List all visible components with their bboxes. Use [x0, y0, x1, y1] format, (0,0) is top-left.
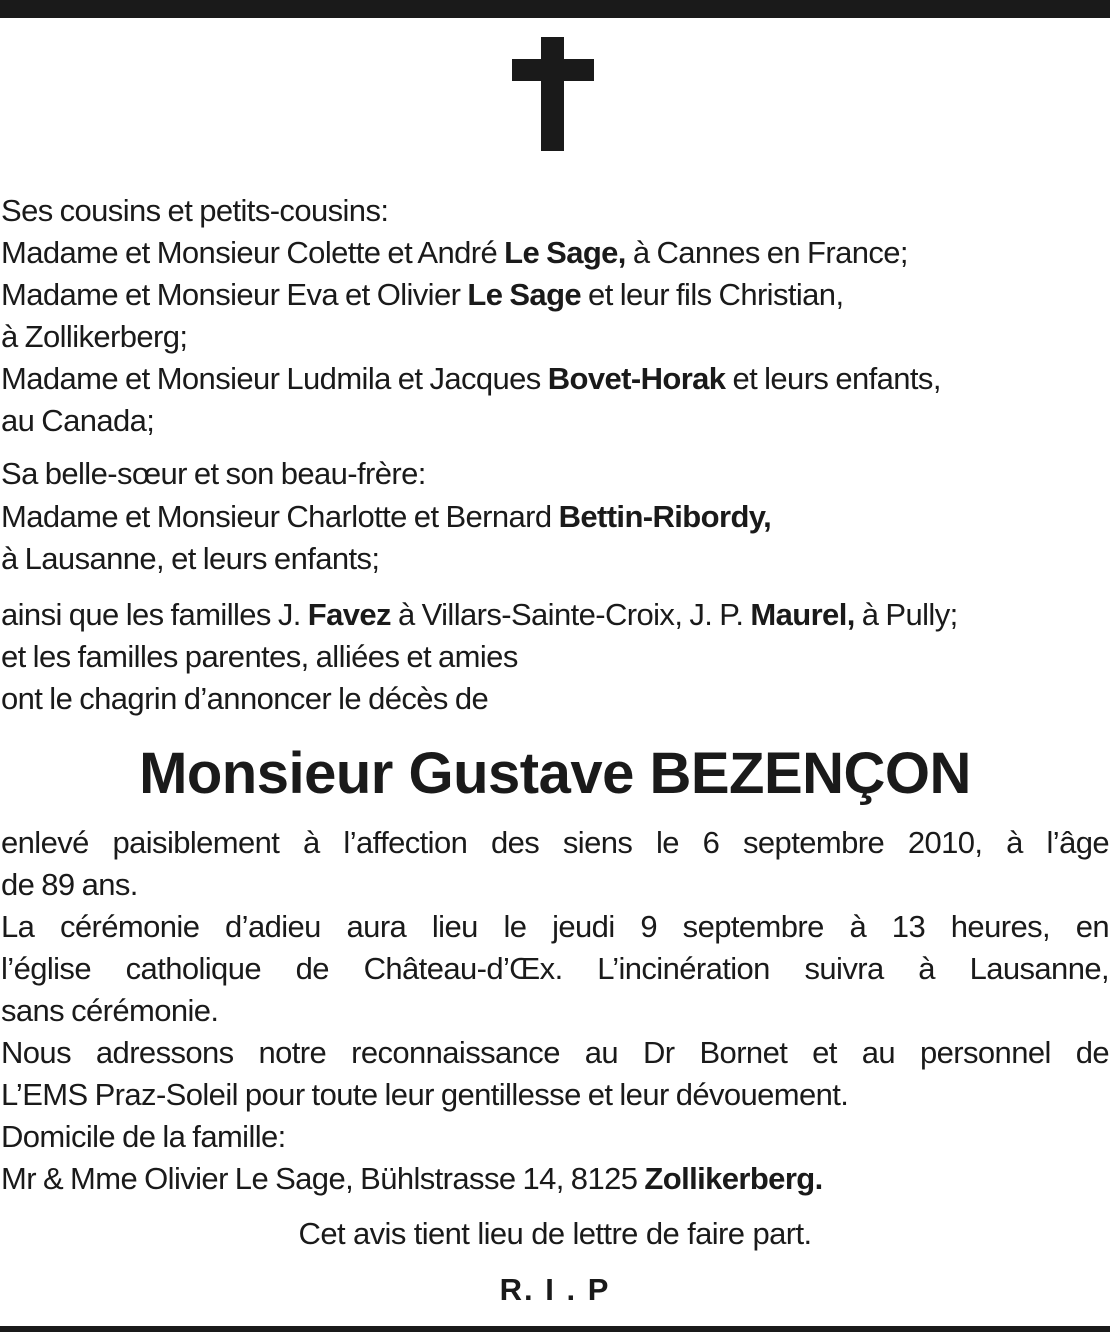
ceremony-line: La cérémonie d’adieu aura lieu le jeudi 9 septembre à 13 heures, en — [1, 909, 1109, 944]
family-line-bovet-horak: Madame et Monsieur Ludmila et Jacques Bovet-Horak et leurs enfants, — [1, 361, 941, 396]
cousins-heading: Ses cousins et petits-cousins: — [1, 193, 389, 228]
cross-icon — [512, 37, 594, 151]
domicile-heading: Domicile de la famille: — [1, 1119, 286, 1154]
top-border-rule — [0, 0, 1110, 18]
family-address: Mr & Mme Olivier Le Sage, Bühlstrasse 14, 8125 Zollikerberg. — [1, 1161, 823, 1196]
family-line-location: à Lausanne, et leurs enfants; — [1, 541, 380, 576]
family-line-bettin-ribordy: Madame et Monsieur Charlotte et Bernard Bettin-Ribordy, — [1, 499, 772, 534]
notice-line: Cet avis tient lieu de lettre de faire part. — [298, 1216, 812, 1251]
announcement-line: ont le chagrin d’annoncer le décès de — [1, 681, 489, 716]
details-line: enlevé paisiblement à l’affection des siens le 6 septembre 2010, à l’âge — [1, 825, 1109, 860]
inlaws-heading: Sa belle-sœur et son beau-frère: — [1, 456, 426, 491]
deceased-name: Monsieur Gustave BEZENÇON — [139, 741, 971, 806]
family-line-le-sage-cannes: Madame et Monsieur Colette et André Le Sage, à Cannes en France; — [1, 235, 908, 270]
family-line-location: au Canada; — [1, 403, 155, 438]
family-line-location: à Zollikerberg; — [1, 319, 188, 354]
thanks-line: Nous adressons notre reconnaissance au Dr Bornet et au personnel de — [1, 1035, 1109, 1070]
details-line: de 89 ans. — [1, 867, 138, 902]
family-line-le-sage-zollikerberg: Madame et Monsieur Eva et Olivier Le Sage et leur fils Christian, — [1, 277, 844, 312]
family-line-favez-maurel: ainsi que les familles J. Favez à Villars-Sainte-Croix, J. P. Maurel, à Pully; — [1, 597, 958, 632]
ceremony-line: l’église catholique de Château-d’Œx. L’incinération suivra à Lausanne, — [1, 951, 1109, 986]
rip-text: R. I . P — [499, 1272, 611, 1307]
ceremony-line: sans cérémonie. — [1, 993, 219, 1028]
thanks-line: L’EMS Praz-Soleil pour toute leur gentillesse et leur dévouement. — [1, 1077, 849, 1112]
family-line-relatives: et les familles parentes, alliées et amies — [1, 639, 518, 674]
bottom-border-rule — [0, 1326, 1110, 1332]
